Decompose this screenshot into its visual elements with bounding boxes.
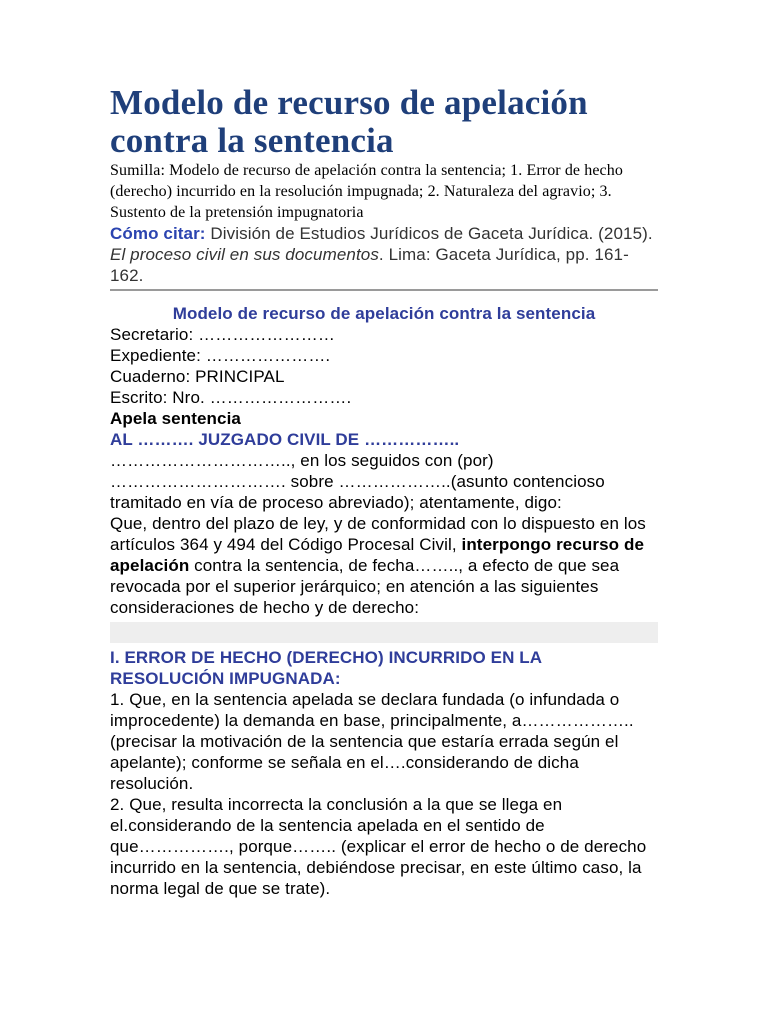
citation-book-title: El proceso civil en sus documentos [110, 245, 379, 264]
separator-band [110, 622, 658, 643]
appeal-bold-text: interpongo recurso de apelación [110, 535, 645, 575]
divider [110, 289, 658, 291]
citation-text-1: División de Estudios Jurídicos de Gaceta Jurídica. (2015). [205, 224, 653, 243]
sumilla-text: Sumilla: Modelo de recurso de apelación contra la sentencia; 1. Error de hecho (derecho) incurrido en la resolución impugnada; 2. Naturaleza del agravio; 3. Sustento de la pretensión impugnatoria [110, 162, 623, 221]
section-1-item-2: 2. Que, resulta incorrecta la conclusión a la que se llega en el.considerando de la sentencia apelada en el sentido de que……………., porque…….. (explicar el error de hecho o de derecho incurrido en la sentencia, debiéndose precisar, en este último caso, la norma legal de que se trate). [110, 795, 647, 898]
apela-sentencia: Apela sentencia [110, 409, 241, 428]
citation-label: Cómo citar: [110, 224, 206, 243]
juzgado-heading: AL ………. JUZGADO CIVIL DE …………….. [110, 430, 460, 449]
citation-text-2: . Lima: Gaceta Jurídica, pp. 161-162. [110, 245, 629, 285]
page-title: Modelo de recurso de apelación contra la sentencia [110, 83, 588, 160]
secretario-line: Secretario: …………………… [110, 325, 335, 344]
citation [110, 223, 658, 286]
expediente-line: Expediente: …………………. [110, 346, 331, 365]
appeal-paragraph [110, 513, 658, 618]
document-page [110, 84, 658, 899]
section-1-item-1: 1. Que, en la sentencia apelada se declara fundada (o infundada o improcedente) la demanda en base, principalmente, a………………..(precisar la motivación de la sentencia que estaría errada según el apelante); conforme se señala en el….considerando de dicha resolución. [110, 690, 634, 793]
model-title: Modelo de recurso de apelación contra la sentencia [172, 304, 596, 323]
intro-paragraph: ………………………….., en los seguidos con (por) …………………………. sobre ………………..(asunto contencioso tramitado en vía de proceso abreviado); atentamente, digo: [110, 451, 605, 512]
cuaderno-line: Cuaderno: PRINCIPAL [110, 367, 285, 386]
escrito-line: Escrito: Nro. ……………………. [110, 388, 352, 407]
appeal-text-1: Que, dentro del plazo de ley, y de conformidad con lo dispuesto en los artículos 364 y 494 del Código Procesal Civil, [110, 514, 646, 554]
section-1-heading: I. ERROR DE HECHO (DERECHO) INCURRIDO EN LA RESOLUCIÓN IMPUGNADA: [110, 648, 542, 688]
appeal-text-2: contra la sentencia, de fecha…….., a efecto de que sea revocada por el superior jerárquico; en atención a las siguientes consideraciones de hecho y de derecho: [110, 556, 620, 617]
